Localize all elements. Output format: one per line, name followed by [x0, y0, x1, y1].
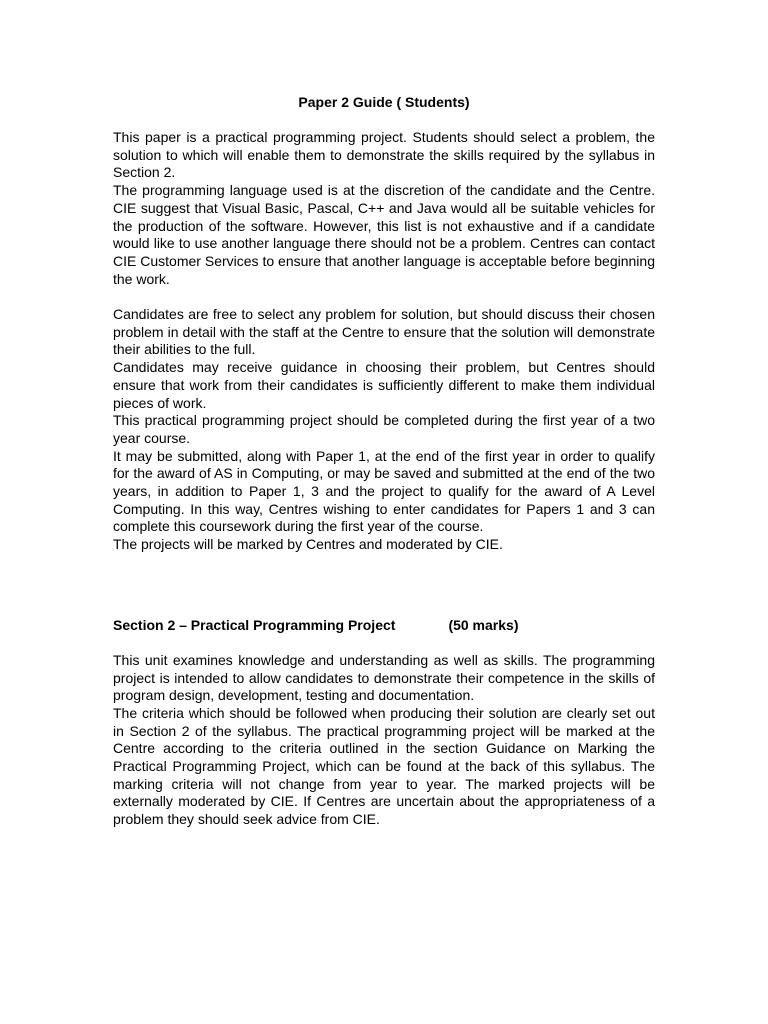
section-paragraph: This unit examines knowledge and understanding as well as skills. The programming project is intended to allow candidates to demonstrate their competence in the skills of program design, development, testing and documentation.: [113, 651, 655, 704]
selection-paragraph: Candidates are free to select any problem for solution, but should discuss their chosen problem in detail with the staff at the Centre to ensure that the solution will demonstrate their abilities to the full.: [113, 306, 655, 358]
intro-paragraph: This paper is a practical programming project. Students should select a problem, the solution to which will enable them to demonstrate the skills required by the syllabus in Section 2.: [113, 129, 655, 181]
section-heading: [113, 616, 655, 634]
selection-paragraph: It may be submitted, along with Paper 1, at the end of the first year in order to qualify for the award of AS in Computing, or may be saved and submitted at the end of the two years, in addition to Paper 1, 3 and the project to qualify for the award of A Level Computing. In this way, Centres wishing to enter candidates for Papers 1 and 3 can complete this coursework during the first year of the course.: [113, 447, 655, 535]
section-spacer: [113, 554, 655, 616]
intro-paragraph: The programming language used is at the discretion of the candidate and the Centre. CIE suggest that Visual Basic, Pascal, C++ and Java would all be suitable vehicles for the production of the software. However, this list is not exhaustive and if a candidate would like to use another language there should not be a problem. Centres can contact CIE Customer Services to ensure that another language is acceptable before beginning the work.: [113, 182, 655, 287]
paragraph-spacer: [113, 288, 655, 306]
document-title: Paper 2 Guide ( Students): [298, 94, 470, 110]
selection-paragraph: The projects will be marked by Centres and moderated by CIE.: [113, 536, 503, 553]
document-page: [113, 93, 655, 829]
section-paragraph: The criteria which should be followed when producing their solution are clearly set out in Section 2 of the syllabus. The practical programming project will be marked at the Centre according to the criteria outlined in the section Guidance on Marking the Practical Programming Project, which can be found at the back of this syllabus. The marking criteria will not change from year to year. The marked projects will be externally moderated by CIE. If Centres are uncertain about the appropriateness of a problem they should seek advice from CIE.: [113, 704, 655, 828]
selection-paragraph: This practical programming project should be completed during the first year of a two year course.: [113, 412, 655, 446]
section-marks: (50 marks): [448, 616, 519, 633]
selection-paragraph: Candidates may receive guidance in choosing their problem, but Centres should ensure that work from their candidates is sufficiently different to make them individual pieces of work.: [113, 359, 655, 411]
section-title: Section 2 – Practical Programming Project: [113, 616, 396, 633]
